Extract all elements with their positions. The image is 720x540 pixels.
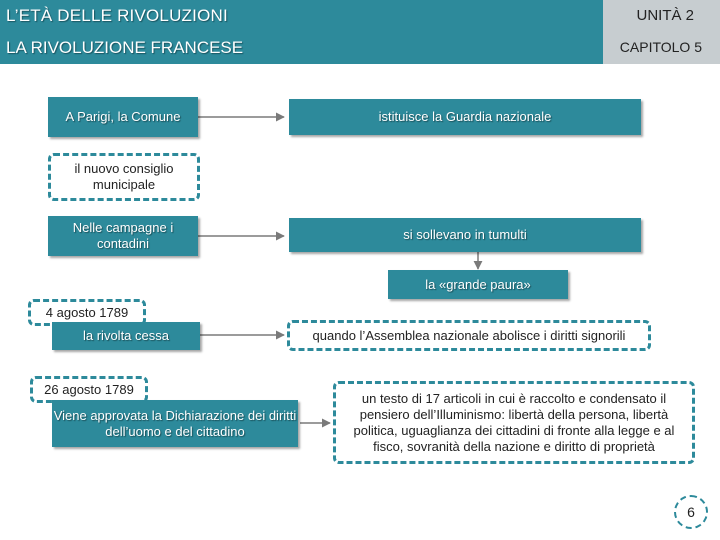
unit-label: UNITÀ 2 bbox=[636, 7, 694, 24]
node-assemblea: quando l’Assemblea nazionale abolisce i diritti signorili bbox=[287, 320, 651, 351]
chapter-label: CAPITOLO 5 bbox=[619, 39, 702, 55]
node-campagne: Nelle campagne i contadini bbox=[48, 216, 198, 256]
node-dichiarazione: Viene approvata la Dichiarazione dei diritti dell’uomo e del cittadino bbox=[52, 400, 298, 447]
page-number: 6 bbox=[674, 495, 708, 529]
page-subtitle: LA RIVOLUZIONE FRANCESE bbox=[6, 38, 244, 57]
node-parigi: A Parigi, la Comune bbox=[48, 97, 198, 137]
page-title: L’ETÀ DELLE RIVOLUZIONI bbox=[6, 6, 228, 25]
node-rivolta: la rivolta cessa bbox=[52, 322, 200, 350]
node-tumulti: si sollevano in tumulti bbox=[289, 218, 641, 252]
date-label-2: 26 agosto 1789 bbox=[30, 376, 148, 403]
node-guardia: istituisce la Guardia nazionale bbox=[289, 99, 641, 135]
node-grande-paura: la «grande paura» bbox=[388, 270, 568, 299]
node-consiglio: il nuovo consiglio municipale bbox=[48, 153, 200, 201]
date-label-1: 4 agosto 1789 bbox=[28, 299, 146, 326]
node-testo: un testo di 17 articoli in cui è raccolto e condensato il pensiero dell’Illuminismo: libertà della persona, libertà politica, uguaglianza dei cittadini di fronte alla legge e al fisco, sovranità della nazione e diritto di proprietà bbox=[333, 381, 695, 464]
